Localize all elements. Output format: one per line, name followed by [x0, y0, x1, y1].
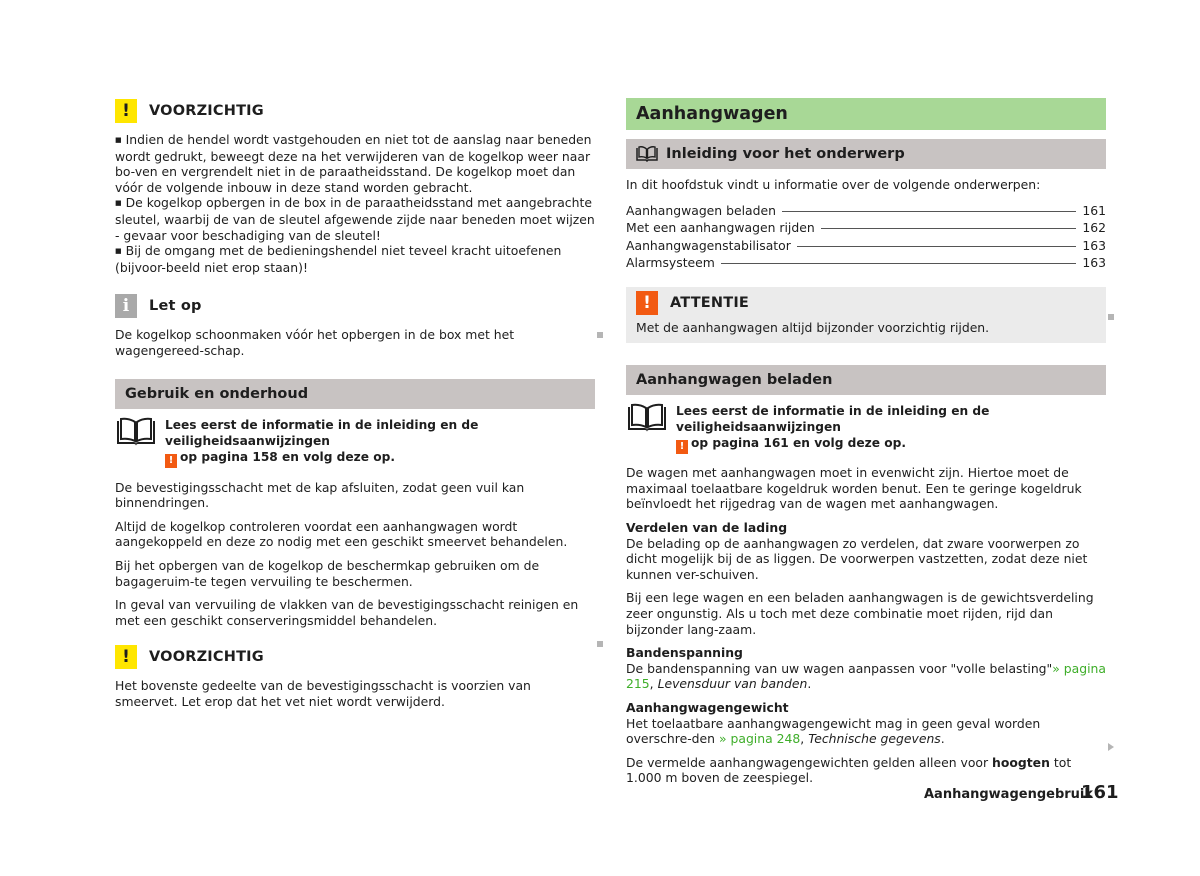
chapter-title: Aanhangwagen — [626, 98, 1106, 130]
reference-title: Levensduur van banden — [657, 676, 808, 692]
intro-reference — [115, 417, 595, 468]
paragraph-tyres: De bandenspanning van uw wagen aanpassen voor "volle belasting"» pagina 215, Levensduur van banden. — [626, 660, 1106, 692]
book-icon — [115, 417, 157, 447]
paragraph: De vermelde aanhangwagengewichten gelden alleen voor hoogten tot 1.000 m boven de zeespiegel. — [626, 754, 1072, 786]
page-link[interactable]: » pagina 248 — [718, 731, 801, 747]
note-box — [115, 293, 595, 358]
topic-title: Inleiding voor het onderwerp — [666, 146, 905, 162]
warning-item: ■ De kogelkop opbergen in de box in de paraatheidsstand met aangebrachte sleutel, waarbij de van de sleutel afgewende zijde naar beneden moet wijzen - gevaar voor beschadiging van de sleutel! — [115, 195, 595, 243]
topic-heading — [626, 139, 1106, 169]
warning-icon: ! — [165, 454, 177, 468]
warning-item: ■ Indien de hendel wordt vastgehouden en niet tot de aanslag naar beneden wordt gedrukt, beweegt deze na het verwijderen van de kogelkop weer naar bo-ven en vergrendelt niet in de paraatheidsstand. De kogelkop moet dan vóór de volgende inbouw in deze stand worden gebracht. — [115, 132, 595, 195]
reference-title: Technische gegevens — [808, 731, 941, 747]
warning-title: VOORZICHTIG — [149, 103, 264, 119]
toc-label: Aanhangwagen beladen — [626, 202, 776, 218]
page-link[interactable]: » pagina 215 — [626, 660, 1106, 692]
toc-page: 161 — [1082, 202, 1106, 218]
footer-section-title: Aanhangwagengebruik — [924, 787, 1094, 802]
section-end-marker — [1108, 314, 1114, 320]
paragraph: De bevestigingsschacht met de kap afsluiten, zodat geen vuil kan binnendringen. — [115, 479, 525, 511]
section-end-marker — [597, 332, 603, 338]
toc-label: Aanhangwagenstabilisator — [626, 237, 791, 253]
toc-entry[interactable] — [626, 255, 1106, 273]
toc-entry[interactable] — [626, 203, 1106, 221]
warning-icon: ! — [676, 440, 688, 454]
attention-box — [626, 287, 1106, 344]
intro-link-text: op pagina 158 en volg deze op. — [180, 449, 395, 464]
warning-item: ■ Bij de omgang met de bedieningshendel niet teveel kracht uitoefenen (bijvoor-beeld niet erop staan)! — [115, 243, 595, 275]
subheading-load: Verdelen van de lading — [626, 519, 788, 535]
paragraph: Bij het opbergen van de kogelkop de beschermkap gebruiken om de bagageruim-te tegen vervuiling te beschermen. — [115, 557, 540, 589]
left-column — [115, 98, 595, 717]
paragraph: De belading op de aanhangwagen zo verdelen, dat zware voorwerpen zo dicht mogelijk bij de as liggen. De voorwerpen vastzetten, zodat deze niet kunnen ver-schuiven. — [626, 535, 1088, 582]
topic-intro: In dit hoofdstuk vindt u informatie over de volgende onderwerpen: — [626, 177, 1041, 192]
note-title: Let op — [149, 298, 202, 315]
intro-line: Lees eerst de informatie in de inleiding en de veiligheidsaanwijzingen — [676, 404, 990, 435]
book-icon — [636, 146, 658, 162]
intro-link-text: op pagina 161 en volg deze op. — [691, 436, 906, 451]
warning-caution-2 — [115, 644, 595, 709]
paragraph: De wagen met aanhangwagen moet in evenwicht zijn. Hiertoe moet de maximaal toelaatbare kogeldruk worden benut. Een te geringe kogeldruk beïnvloedt het rijgedrag van de wagen met aanhangwagen. — [626, 465, 1082, 512]
attention-title: ATTENTIE — [670, 294, 750, 311]
note-text: De kogelkop schoonmaken vóór het opbergen in de box met het wagengereed-schap. — [115, 327, 515, 358]
page-number: 161 — [1081, 782, 1119, 803]
warning-icon: ! — [636, 291, 658, 315]
toc-page: 163 — [1082, 237, 1106, 253]
warning-text: Het bovenste gedeelte van de bevestigingsschacht is voorzien van smeervet. Let erop dat het vet niet wordt verwijderd. — [115, 678, 531, 709]
info-icon: i — [115, 294, 137, 318]
toc-page: 162 — [1082, 220, 1106, 236]
toc-entry[interactable] — [626, 220, 1106, 238]
paragraph: Altijd de kogelkop controleren voordat een aanhangwagen wordt aangekoppeld en deze zo nodig met een geschikt smeervet behandelen. — [115, 518, 568, 550]
book-icon — [626, 403, 668, 433]
table-of-contents — [626, 203, 1106, 273]
toc-label: Alarmsysteem — [626, 255, 715, 271]
attention-text: Met de aanhangwagen altijd bijzonder voorzichtig rijden. — [636, 319, 990, 335]
section-heading: Gebruik en onderhoud — [115, 379, 595, 409]
warning-title: VOORZICHTIG — [149, 649, 264, 666]
section-end-marker — [597, 641, 603, 647]
section-heading: Aanhangwagen beladen — [626, 365, 1106, 395]
intro-reference — [626, 403, 1106, 454]
paragraph-weight: Het toelaatbare aanhangwagengewicht mag in geen geval worden overschre-den » pagina 248, Technische gegevens. — [626, 715, 1041, 747]
toc-entry[interactable] — [626, 238, 1106, 256]
subheading-weight: Aanhangwagengewicht — [626, 699, 789, 715]
right-column — [626, 98, 1106, 794]
intro-line: Lees eerst de informatie in de inleiding en de veiligheidsaanwijzingen — [165, 417, 479, 448]
paragraph: In geval van vervuiling de vlakken van de bevestigingsschacht reinigen en met een geschikt conserveringsmiddel behandelen. — [115, 597, 579, 628]
subheading-tyres: Bandenspanning — [626, 645, 743, 661]
paragraph: Bij een lege wagen en een beladen aanhangwagen is de gewichtsverdeling zeer ongunstig. Als u toch met deze combinatie moet rijden, rijd dan bijzonder lang-zaam. — [626, 590, 1094, 637]
warning-icon: ! — [115, 99, 137, 123]
continue-arrow-icon — [1108, 743, 1114, 751]
toc-label: Met een aanhangwagen rijden — [626, 220, 815, 236]
warning-caution-1 — [115, 98, 595, 275]
warning-icon: ! — [115, 645, 137, 669]
toc-page: 163 — [1082, 255, 1106, 271]
